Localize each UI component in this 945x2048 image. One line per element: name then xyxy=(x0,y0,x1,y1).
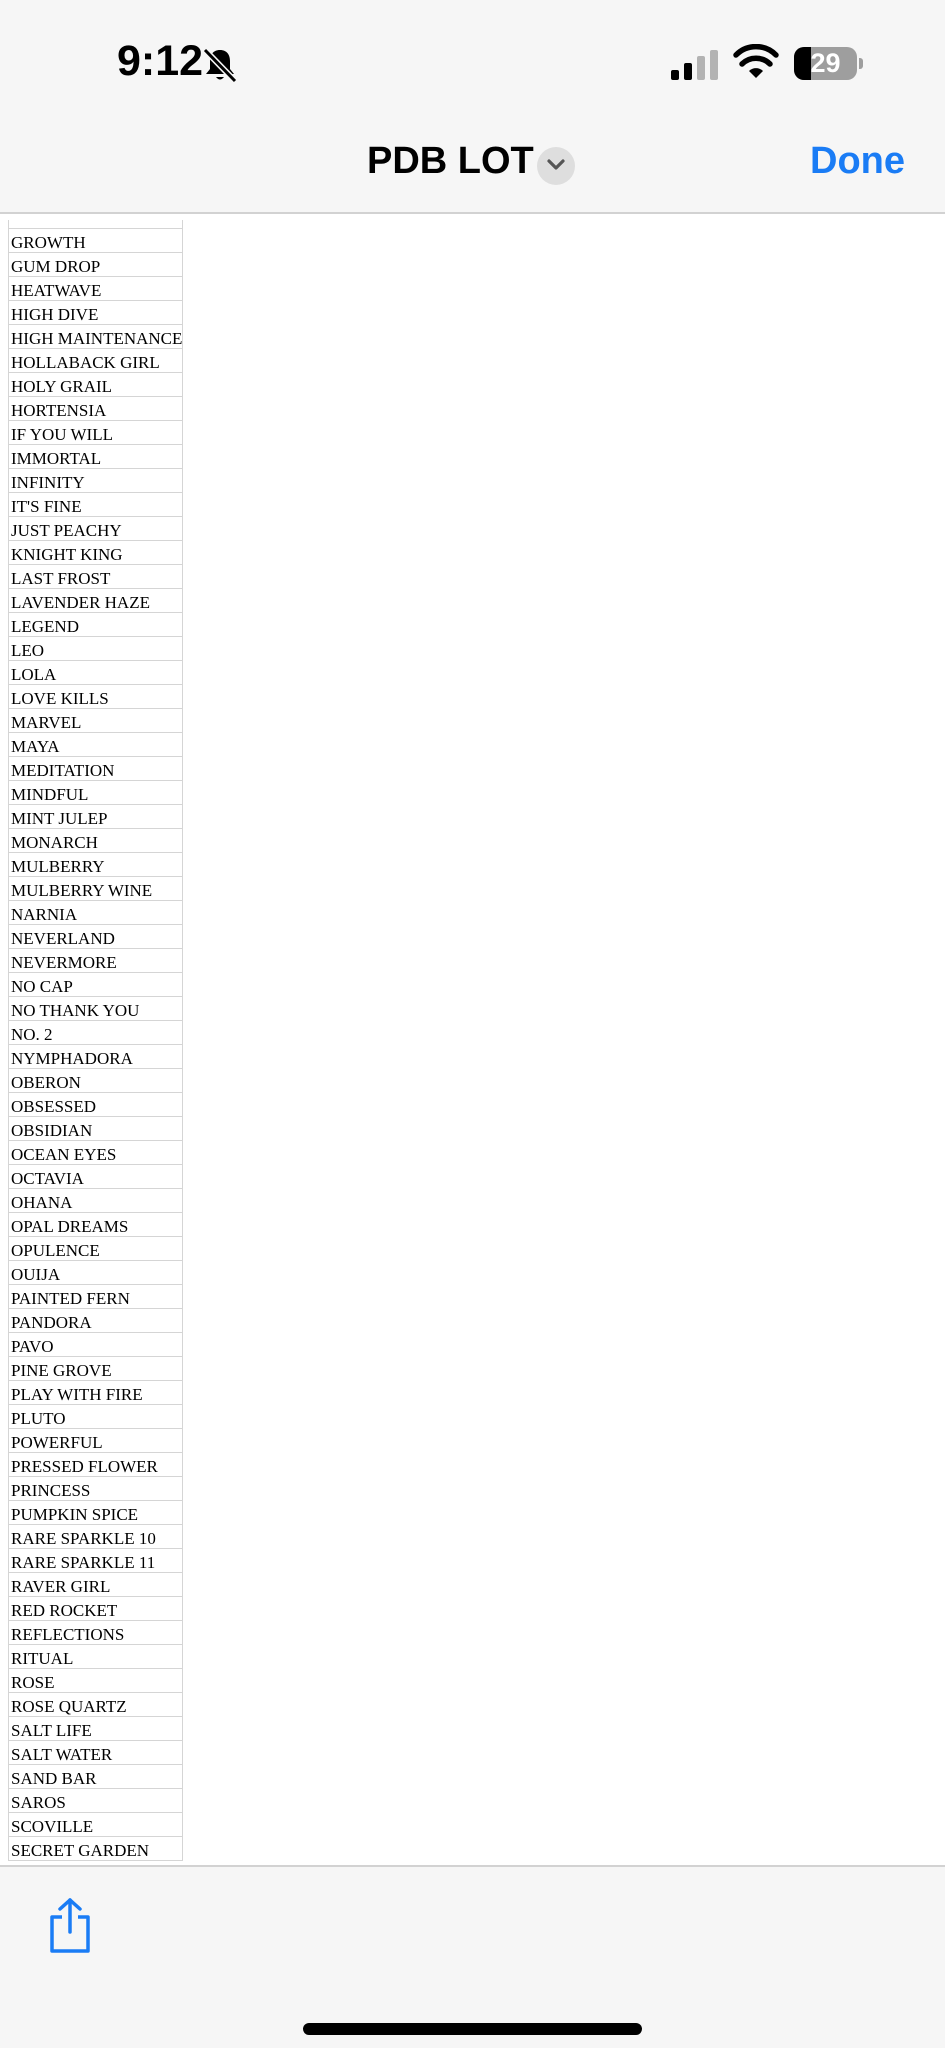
document-title[interactable]: PDB LOT xyxy=(367,140,534,182)
cell-text: LEO xyxy=(11,640,45,660)
home-indicator xyxy=(303,2023,642,2035)
cell-text: SECRET GARDEN xyxy=(11,1840,150,1860)
cell-text: IMMORTAL xyxy=(11,448,102,468)
cell-text: OPULENCE xyxy=(11,1240,100,1260)
table-row xyxy=(9,972,183,996)
table-row xyxy=(9,1260,183,1284)
cell-text: OBSESSED xyxy=(11,1096,97,1116)
table-row-clipped xyxy=(9,220,183,228)
table-cell[interactable] xyxy=(9,780,183,804)
cell-text: HEATWAVE xyxy=(11,280,102,300)
table-cell[interactable] xyxy=(9,1116,183,1140)
table-row xyxy=(9,468,183,492)
cell-text: PAVO xyxy=(11,1336,54,1356)
table-row xyxy=(9,1644,183,1668)
cell-text: INFINITY xyxy=(11,472,85,492)
cell-text: JUST PEACHY xyxy=(11,520,122,540)
table-cell[interactable] xyxy=(9,1644,183,1668)
table-row xyxy=(9,804,183,828)
table-row xyxy=(9,1380,183,1404)
wifi-icon xyxy=(733,44,779,80)
table-row xyxy=(9,276,183,300)
table-cell[interactable] xyxy=(9,588,183,612)
table-cell[interactable] xyxy=(9,1428,183,1452)
cell-text: OHANA xyxy=(11,1192,73,1212)
cell-text: MARVEL xyxy=(11,712,82,732)
table-row xyxy=(9,1212,183,1236)
table-cell[interactable] xyxy=(9,948,183,972)
table-row xyxy=(9,660,183,684)
table-cell[interactable] xyxy=(9,1068,183,1092)
cell-text: NO. 2 xyxy=(11,1024,53,1044)
table-row xyxy=(9,564,183,588)
cell-text: LEGEND xyxy=(11,616,79,636)
table-cell[interactable] xyxy=(9,1524,183,1548)
table-cell[interactable] xyxy=(9,324,183,348)
table-cell[interactable] xyxy=(9,972,183,996)
table-row xyxy=(9,1476,183,1500)
cell-text: LOVE KILLS xyxy=(11,688,109,708)
cell-text: SAND BAR xyxy=(11,1768,97,1788)
cell-text: RAVER GIRL xyxy=(11,1576,111,1596)
table-row xyxy=(9,396,183,420)
table-row xyxy=(9,1788,183,1812)
table-cell[interactable] xyxy=(9,1692,183,1716)
table-cell[interactable] xyxy=(9,684,183,708)
done-button[interactable]: Done xyxy=(810,140,905,182)
cell-text: HOLLABACK GIRL xyxy=(11,352,160,372)
table-cell[interactable] xyxy=(9,228,183,252)
table-cell[interactable] xyxy=(9,1812,183,1836)
table-row xyxy=(9,324,183,348)
table-row xyxy=(9,1308,183,1332)
table-row xyxy=(9,732,183,756)
cell-text: PLUTO xyxy=(11,1408,66,1428)
status-time: 9:12 xyxy=(117,37,204,85)
table-row xyxy=(9,996,183,1020)
cell-text: RITUAL xyxy=(11,1648,74,1668)
table-cell[interactable] xyxy=(9,852,183,876)
cell-text: SAROS xyxy=(11,1792,66,1812)
table-cell[interactable] xyxy=(9,804,183,828)
cell-text: HIGH DIVE xyxy=(11,304,99,324)
table-row xyxy=(9,348,183,372)
table-cell[interactable] xyxy=(9,1356,183,1380)
battery-level: 29 xyxy=(810,48,841,78)
cell-text: NARNIA xyxy=(11,904,78,924)
table-cell[interactable] xyxy=(9,660,183,684)
table-cell[interactable] xyxy=(9,1740,183,1764)
table-row xyxy=(9,1500,183,1524)
table-cell[interactable] xyxy=(9,828,183,852)
cell-text: PINE GROVE xyxy=(11,1360,112,1380)
cell-text: GUM DROP xyxy=(11,256,101,276)
cell-text: HOLY GRAIL xyxy=(11,376,113,396)
table-row xyxy=(9,1332,183,1356)
cellular-signal-icon xyxy=(670,50,720,80)
cell-text: MULBERRY WINE xyxy=(11,880,153,900)
table-row xyxy=(9,540,183,564)
table-row xyxy=(9,372,183,396)
table-cell[interactable] xyxy=(9,1404,183,1428)
table-row xyxy=(9,1692,183,1716)
document-viewport[interactable] xyxy=(0,214,945,1865)
table-cell[interactable] xyxy=(9,516,183,540)
cell-text: HIGH MAINTENANCE xyxy=(11,328,183,348)
table-row xyxy=(9,1236,183,1260)
table-row xyxy=(9,828,183,852)
table-row xyxy=(9,1428,183,1452)
table-row xyxy=(9,1116,183,1140)
table-row xyxy=(9,492,183,516)
cell-text: PUMPKIN SPICE xyxy=(11,1504,139,1524)
table-row xyxy=(9,1548,183,1572)
table-cell[interactable] xyxy=(9,1716,183,1740)
cell-text: OUIJA xyxy=(11,1264,61,1284)
cell-text: HORTENSIA xyxy=(11,400,107,420)
table-cell[interactable] xyxy=(9,1020,183,1044)
table-cell[interactable] xyxy=(9,564,183,588)
table-cell[interactable] xyxy=(9,468,183,492)
table-cell[interactable] xyxy=(9,372,183,396)
table-row xyxy=(9,1452,183,1476)
table-cell[interactable] xyxy=(9,1596,183,1620)
table-row xyxy=(9,1812,183,1836)
cell-text: MONARCH xyxy=(11,832,98,852)
table-cell[interactable] xyxy=(9,1308,183,1332)
table-cell[interactable] xyxy=(9,756,183,780)
table-row xyxy=(9,924,183,948)
cell-text: SCOVILLE xyxy=(11,1816,94,1836)
table-cell[interactable] xyxy=(9,1620,183,1644)
cell-text: ROSE xyxy=(11,1672,55,1692)
table-row xyxy=(9,1764,183,1788)
table-row xyxy=(9,1572,183,1596)
table-cell[interactable] xyxy=(9,300,183,324)
table-cell[interactable] xyxy=(9,924,183,948)
cell-text: LAVENDER HAZE xyxy=(11,592,150,612)
cell-text: IT'S FINE xyxy=(11,496,82,516)
table-cell[interactable] xyxy=(9,1212,183,1236)
table-row xyxy=(9,1020,183,1044)
table-row xyxy=(9,1188,183,1212)
cell-text: RED ROCKET xyxy=(11,1600,118,1620)
cell-text: OBERON xyxy=(11,1072,81,1092)
table-cell[interactable] xyxy=(9,1836,183,1860)
spreadsheet-table xyxy=(8,220,183,1861)
cell-text: MINDFUL xyxy=(11,784,89,804)
cell-text: MINT JULEP xyxy=(11,808,108,828)
table-row xyxy=(9,708,183,732)
table-row xyxy=(9,756,183,780)
table-cell[interactable] xyxy=(9,1572,183,1596)
table-cell[interactable] xyxy=(9,1668,183,1692)
table-cell[interactable] xyxy=(9,1380,183,1404)
table-row xyxy=(9,1836,183,1860)
table-row xyxy=(9,1404,183,1428)
table-cell[interactable] xyxy=(9,492,183,516)
table-row xyxy=(9,588,183,612)
table-cell[interactable] xyxy=(9,1164,183,1188)
table-row xyxy=(9,1284,183,1308)
table-cell[interactable] xyxy=(9,876,183,900)
table-cell[interactable] xyxy=(9,1788,183,1812)
table-row xyxy=(9,1044,183,1068)
cell-text: MAYA xyxy=(11,736,60,756)
table-cell[interactable] xyxy=(9,396,183,420)
table-cell[interactable] xyxy=(9,1476,183,1500)
table-cell[interactable] xyxy=(9,1260,183,1284)
table-cell[interactable] xyxy=(9,1044,183,1068)
cell-text: NEVERMORE xyxy=(11,952,117,972)
table-cell[interactable] xyxy=(9,636,183,660)
table-row xyxy=(9,444,183,468)
cell-text: NEVERLAND xyxy=(11,928,115,948)
table-cell[interactable] xyxy=(9,1332,183,1356)
cell-text: PAINTED FERN xyxy=(11,1288,130,1308)
table-row xyxy=(9,1092,183,1116)
table-cell[interactable] xyxy=(9,540,183,564)
table-cell[interactable] xyxy=(9,900,183,924)
cell-text: OPAL DREAMS xyxy=(11,1216,129,1236)
table-row xyxy=(9,780,183,804)
table-row xyxy=(9,228,183,252)
cell-text: OCEAN EYES xyxy=(11,1144,117,1164)
table-row xyxy=(9,1524,183,1548)
table-cell[interactable] xyxy=(9,420,183,444)
table-row xyxy=(9,1668,183,1692)
table-cell[interactable] xyxy=(9,1548,183,1572)
bell-slash-icon xyxy=(200,45,240,85)
cell-text: NO CAP xyxy=(11,976,73,996)
table-row xyxy=(9,636,183,660)
cell-text: OCTAVIA xyxy=(11,1168,84,1188)
cell-text: PRESSED FLOWER xyxy=(11,1456,158,1476)
cell-text: NYMPHADORA xyxy=(11,1048,133,1068)
cell-text: LAST FROST xyxy=(11,568,111,588)
table-cell[interactable] xyxy=(9,1764,183,1788)
table-row xyxy=(9,684,183,708)
battery-icon xyxy=(794,47,862,80)
cell-text: IF YOU WILL xyxy=(11,424,113,444)
table-cell[interactable] xyxy=(9,1500,183,1524)
cell-text: OBSIDIAN xyxy=(11,1120,93,1140)
table-cell[interactable] xyxy=(9,444,183,468)
cell-text: MEDITATION xyxy=(11,760,115,780)
cell-text: REFLECTIONS xyxy=(11,1624,125,1644)
table-cell[interactable] xyxy=(9,1284,183,1308)
table-cell[interactable] xyxy=(9,276,183,300)
spreadsheet-body xyxy=(9,220,183,1860)
cell-text: SALT LIFE xyxy=(11,1720,92,1740)
cell-text: LOLA xyxy=(11,664,57,684)
table-row xyxy=(9,1740,183,1764)
table-cell[interactable] xyxy=(9,1452,183,1476)
cell-text: SALT WATER xyxy=(11,1744,113,1764)
cell-text: PRINCESS xyxy=(11,1480,91,1500)
table-row xyxy=(9,948,183,972)
cell-text: KNIGHT KING xyxy=(11,544,123,564)
table-cell[interactable] xyxy=(9,1092,183,1116)
cell-text: ROSE QUARTZ xyxy=(11,1696,127,1716)
cell-text: NO THANK YOU xyxy=(11,1000,140,1020)
table-row xyxy=(9,612,183,636)
table-cell[interactable] xyxy=(9,732,183,756)
table-cell[interactable] xyxy=(9,612,183,636)
chevron-down-icon[interactable] xyxy=(537,147,575,185)
cell-text: RARE SPARKLE 11 xyxy=(11,1552,156,1572)
cell-text: POWERFUL xyxy=(11,1432,103,1452)
table-row xyxy=(9,252,183,276)
bottom-toolbar xyxy=(0,1865,945,2048)
table-cell[interactable] xyxy=(9,1188,183,1212)
table-row xyxy=(9,1716,183,1740)
share-icon[interactable] xyxy=(46,1897,94,1955)
table-row xyxy=(9,900,183,924)
table-row xyxy=(9,516,183,540)
table-row xyxy=(9,1140,183,1164)
table-cell[interactable] xyxy=(9,996,183,1020)
table-row xyxy=(9,420,183,444)
table-row xyxy=(9,300,183,324)
cell-text: PANDORA xyxy=(11,1312,92,1332)
table-row xyxy=(9,1164,183,1188)
table-row xyxy=(9,852,183,876)
table-row xyxy=(9,1620,183,1644)
cell-text: RARE SPARKLE 10 xyxy=(11,1528,156,1548)
table-cell[interactable] xyxy=(9,252,183,276)
cell-text: GROWTH xyxy=(11,232,86,252)
top-bar xyxy=(0,0,945,214)
cell-text: PLAY WITH FIRE xyxy=(11,1384,143,1404)
table-cell[interactable] xyxy=(9,348,183,372)
table-row xyxy=(9,876,183,900)
table-row xyxy=(9,1068,183,1092)
table-row xyxy=(9,1356,183,1380)
table-cell[interactable] xyxy=(9,1236,183,1260)
table-cell[interactable] xyxy=(9,708,183,732)
table-cell[interactable] xyxy=(9,1140,183,1164)
cell-text: MULBERRY xyxy=(11,856,105,876)
table-row xyxy=(9,1596,183,1620)
table-cell xyxy=(9,220,183,228)
